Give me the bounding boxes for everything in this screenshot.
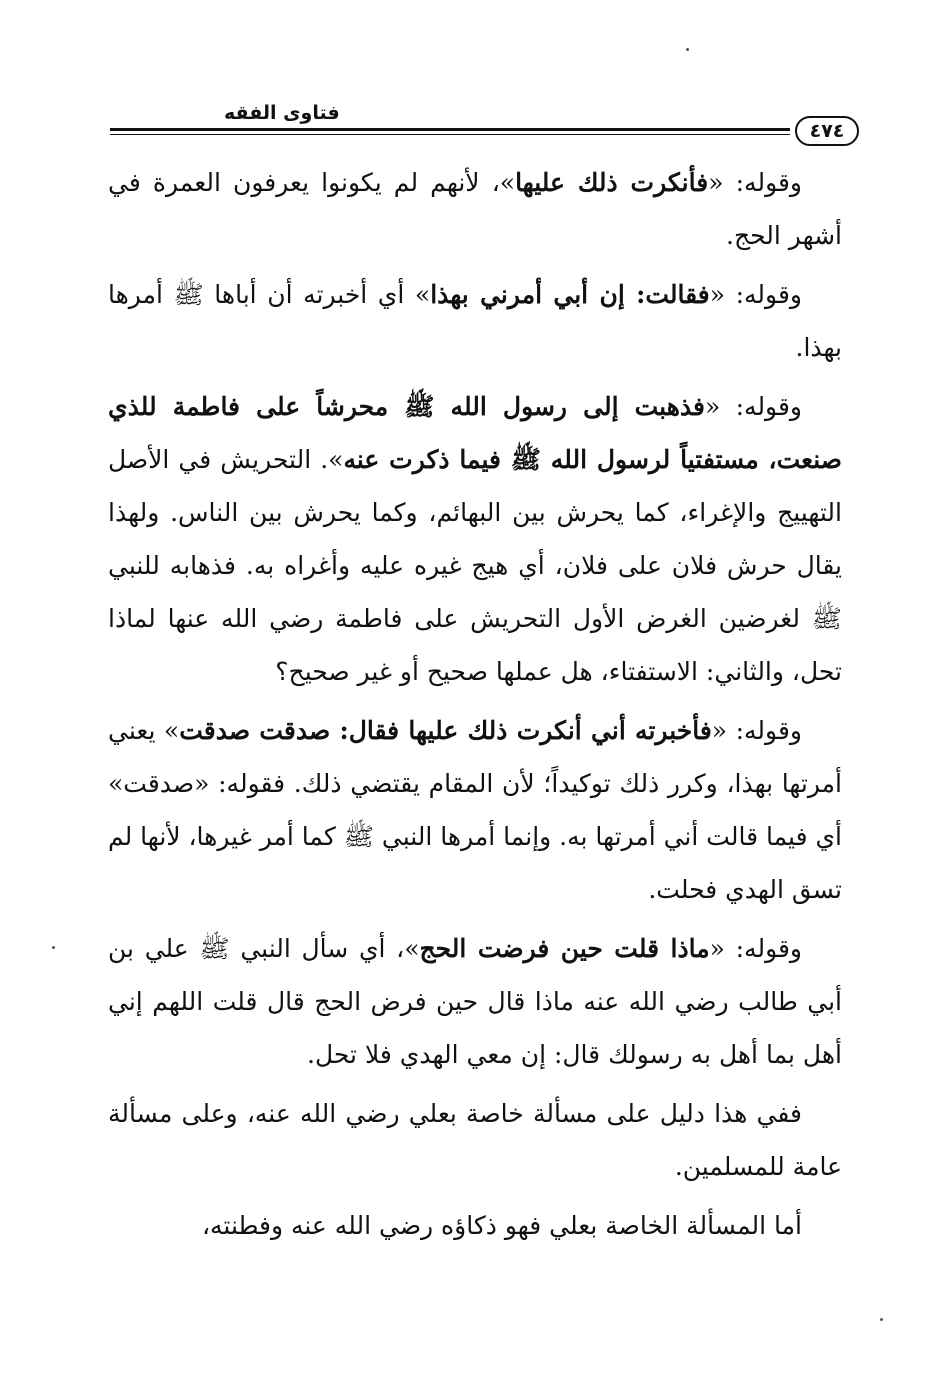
page-number-badge: ٤٧٤ [795, 116, 859, 146]
paragraph-2: وقوله: «فقالت: إن أبي أمرني بهذا» أي أخبرته أن أباها ﷺ أمرها بهذا. [108, 280, 842, 362]
quoted-hadith: فذهبت إلى رسول الله ﷺ محرشاً على فاطمة للذي صنعت، مستفتياً لرسول الله ﷺ فيما ذكرت عنه [108, 392, 842, 474]
paragraph-1: وقوله: «فأنكرت ذلك عليها»، لأنهم لم يكونوا يعرفون العمرة في أشهر الحج. [108, 168, 842, 250]
quoted-hadith: فأنكرت ذلك عليها [515, 168, 709, 197]
quoted-hadith: فقالت: إن أبي أمرني بهذا [430, 280, 710, 309]
paragraph-4: وقوله: «فأخبرته أني أنكرت ذلك عليها فقال: صدقت صدقت» يعني أمرتها بهذا، وكرر ذلك توكيداً؛ لأن المقام يقتضي ذلك. فقوله: «صدقت» أي فيما قالت أني أمرتها به. وإنما أمرها النبي ﷺ كما أمر غيرها، لأنها لم تسق الهدي فحلت. [107, 716, 842, 904]
header-rule-thick [110, 128, 790, 131]
quoted-hadith: فأخبرته أني أنكرت ذلك عليها فقال: صدقت صدقت [179, 716, 712, 745]
body-text [108, 156, 842, 1258]
paragraph-5: وقوله: «ماذا قلت حين فرضت الحج»، أي سأل النبي ﷺ علي بن أبي طالب رضي الله عنه ماذا قال حين فرض الحج قال قلت اللهم إني أهل بما أهل به رسولك قال: إن معي الهدي فلا تحل. [108, 934, 842, 1069]
page-header [110, 96, 845, 146]
scan-speck [880, 1318, 883, 1321]
scan-speck [52, 946, 55, 949]
scan-speck [686, 48, 689, 51]
running-title: فتاوى الفقه [224, 102, 340, 124]
quoted-hadith: ماذا قلت حين فرضت الحج [419, 934, 710, 963]
paragraph-3: وقوله: «فذهبت إلى رسول الله ﷺ محرشاً على فاطمة للذي صنعت، مستفتياً لرسول الله ﷺ فيما ذكرت عنه». التحريش في الأصل التهييج والإغراء، كما يحرش بين البهائم، وكما يحرش بين الناس. ولهذا يقال حرش فلان على فلان، أي هيج غيره عليه وأغراه به. فذهابه للنبي ﷺ لغرضين الغرض الأول التحريش على فاطمة رضي الله عنها لماذا تحل، والثاني: الاستفتاء، هل عملها صحيح أو غير صحيح؟ [108, 392, 842, 686]
paragraph-7: أما المسألة الخاصة بعلي فهو ذكاؤه رضي الله عنه وفطنته، [201, 1211, 802, 1240]
paragraph-6: ففي هذا دليل على مسألة خاصة بعلي رضي الله عنه، وعلى مسألة عامة للمسلمين. [108, 1099, 842, 1181]
header-rule-thin [110, 134, 790, 135]
